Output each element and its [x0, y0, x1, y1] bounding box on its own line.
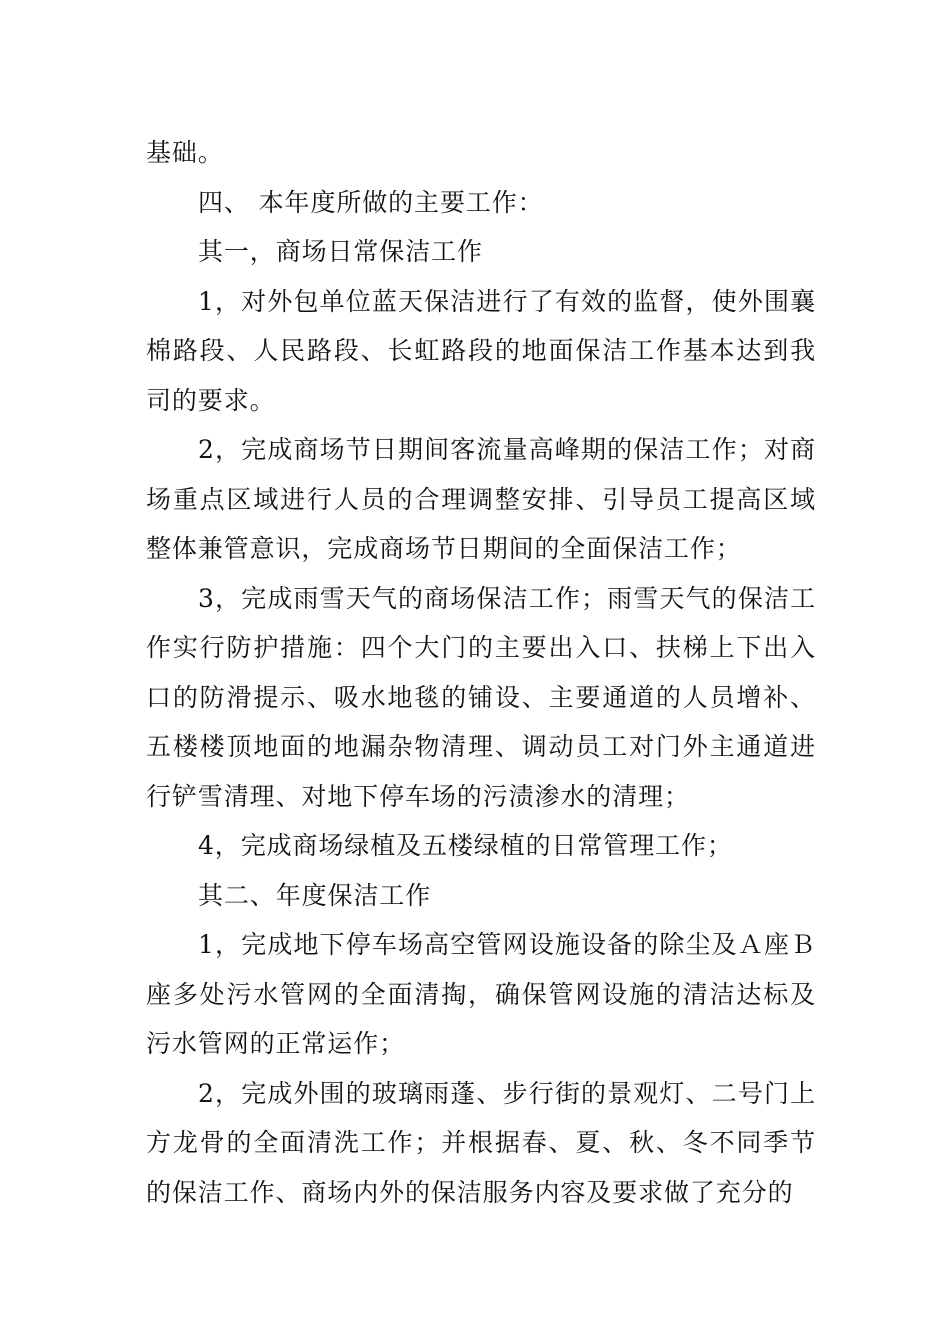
- paragraph-annual-item-1: 1，完成地下停车场高空管网设施设备的除尘及Ａ座Ｂ座多处污水管网的全面清掏，确保管网设施的清洁达标及污水管网的正常运作；: [146, 930, 816, 1058]
- paragraph-item-1: 1，对外包单位蓝天保洁进行了有效的监督，使外围襄棉路段、人民路段、长虹路段的地面保洁工作基本达到我司的要求。: [146, 286, 816, 415]
- paragraph-item-3: 3，完成雨雪天气的商场保洁工作；雨雪天气的保洁工作实行防护措施：四个大门的主要出入口、扶梯上下出入口的防滑提示、吸水地毯的铺设、主要通道的人员增补、五楼楼顶地面的地漏杂物清理、调动员工对门外主通道进行铲雪清理、对地下停车场的污渍渗水的清理；: [146, 583, 816, 811]
- paragraph-item-2: 2，完成商场节日期间客流量高峰期的保洁工作；对商场重点区域进行人员的合理调整安排、引导员工提高区域整体兼管意识，完成商场节日期间的全面保洁工作；: [146, 435, 816, 563]
- document-body: [146, 128, 816, 1217]
- paragraph-annual-item-2: 2，完成外围的玻璃雨蓬、步行街的景观灯、二号门上方龙骨的全面清洗工作；并根据春、夏、秋、冬不同季节的保洁工作、商场内外的保洁服务内容及要求做了充分的: [146, 1078, 816, 1207]
- subsection-heading-daily-cleaning: 其一，商场日常保洁工作: [198, 237, 483, 266]
- subsection-heading-annual-cleaning: 其二、年度保洁工作: [198, 880, 432, 910]
- paragraph-continuation: 基础。: [146, 138, 224, 167]
- section-heading-main-work: 四、 本年度所做的主要工作：: [198, 187, 544, 217]
- paragraph-item-4: 4，完成商场绿植及五楼绿植的日常管理工作；: [198, 831, 733, 860]
